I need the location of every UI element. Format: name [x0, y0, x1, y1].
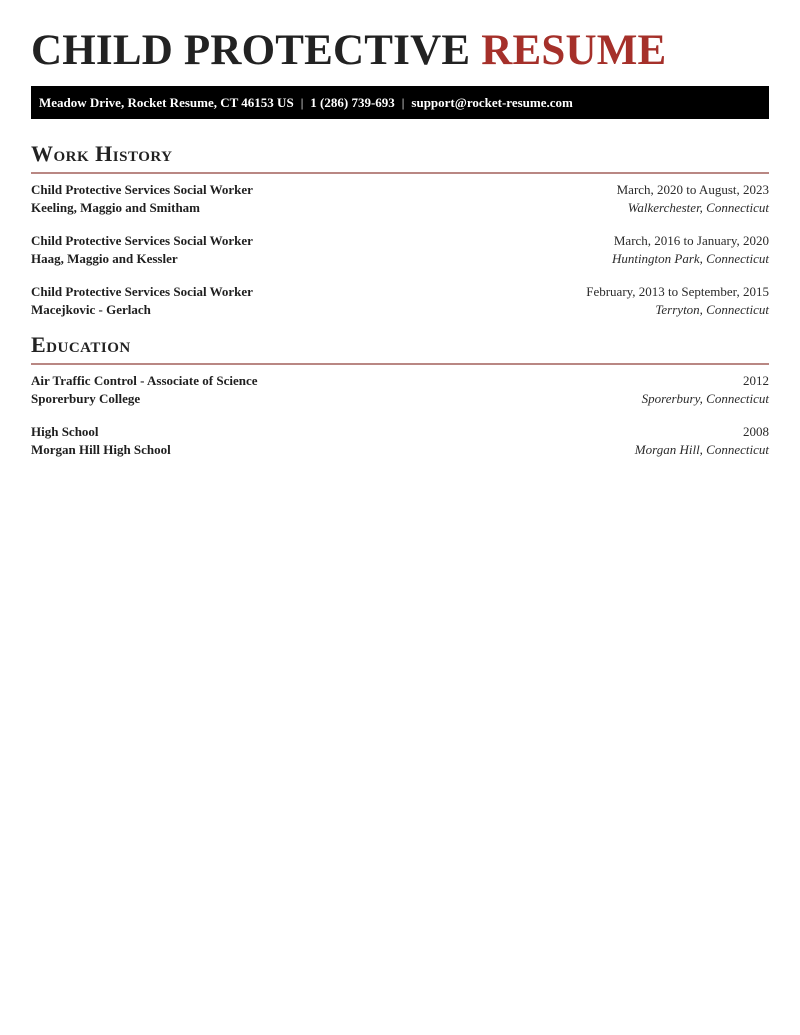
- education-entry-row-bottom: [31, 441, 769, 459]
- job-location: Walkerchester, Connecticut: [627, 200, 769, 215]
- resume-title: [31, 26, 666, 76]
- education-year: 2008: [743, 424, 769, 439]
- education-school: Sporerbury College: [31, 391, 141, 406]
- job-location: Huntington Park, Connecticut: [611, 251, 769, 266]
- education-degree: Air Traffic Control - Associate of Science: [31, 373, 258, 388]
- work-entry: [31, 283, 769, 319]
- section-heading-education: Education: [31, 332, 131, 357]
- contact-phone: 1 (286) 739-693: [310, 95, 395, 110]
- education-entry: [31, 372, 769, 408]
- contact-address: Meadow Drive, Rocket Resume, CT 46153 US: [39, 95, 294, 110]
- contact-email: support@rocket-resume.com: [411, 95, 573, 110]
- work-entry-row-top: [31, 232, 769, 250]
- education-entry-row-top: [31, 423, 769, 441]
- education-location: Morgan Hill, Connecticut: [634, 442, 769, 457]
- work-entry-row-bottom: [31, 301, 769, 319]
- job-location: Terryton, Connecticut: [655, 302, 769, 317]
- title-main: CHILD PROTECTIVE: [31, 27, 471, 74]
- work-entry-row-bottom: [31, 250, 769, 268]
- education-degree: High School: [31, 424, 99, 439]
- work-entry-row-bottom: [31, 199, 769, 217]
- section-divider: [31, 363, 769, 365]
- education-entry-row-top: [31, 372, 769, 390]
- job-dates: March, 2016 to January, 2020: [613, 233, 769, 248]
- education-year: 2012: [743, 373, 769, 388]
- education-entry: [31, 423, 769, 459]
- work-entry-row-top: [31, 181, 769, 199]
- job-title: Child Protective Services Social Worker: [31, 284, 253, 299]
- contact-separator: |: [401, 95, 405, 110]
- education-entry-row-bottom: [31, 390, 769, 408]
- work-entry: [31, 232, 769, 268]
- job-company: Haag, Maggio and Kessler: [31, 251, 178, 266]
- section-divider: [31, 172, 769, 174]
- work-entry-row-top: [31, 283, 769, 301]
- education-location: Sporerbury, Connecticut: [641, 391, 769, 406]
- contact-separator: |: [300, 95, 304, 110]
- job-company: Macejkovic - Gerlach: [31, 302, 151, 317]
- title-accent: RESUME: [481, 27, 667, 74]
- work-entry: [31, 181, 769, 217]
- education-school: Morgan Hill High School: [31, 442, 171, 457]
- job-company: Keeling, Maggio and Smitham: [31, 200, 201, 215]
- job-dates: February, 2013 to September, 2015: [586, 284, 769, 299]
- job-title: Child Protective Services Social Worker: [31, 182, 253, 197]
- job-dates: March, 2020 to August, 2023: [616, 182, 769, 197]
- contact-bar: [31, 86, 769, 119]
- section-heading-work-history: Work History: [31, 141, 173, 166]
- job-title: Child Protective Services Social Worker: [31, 233, 253, 248]
